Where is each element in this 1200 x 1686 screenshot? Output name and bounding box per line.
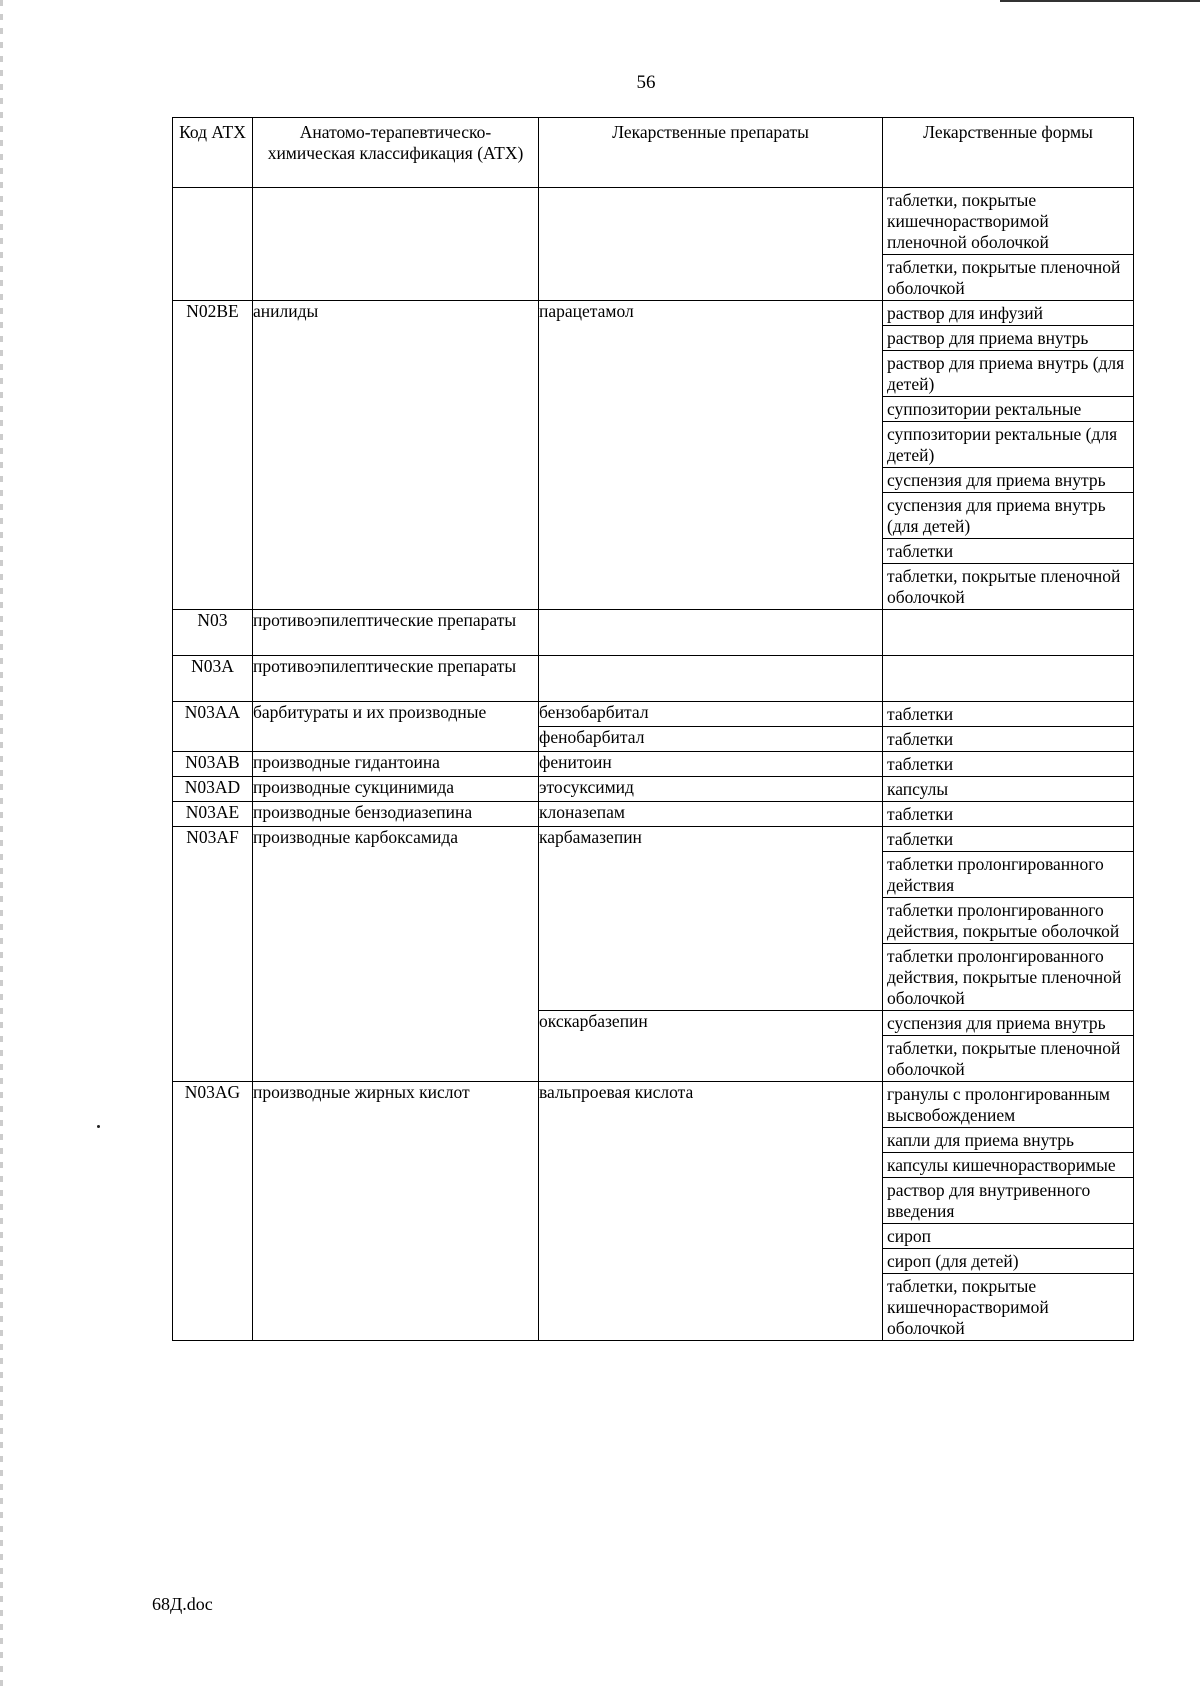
- dosage-forms-cell: [883, 827, 1134, 1011]
- drug-name-cell: карбамазепин: [539, 827, 883, 1011]
- dosage-form-item: суспензия для приема внутрь: [887, 1013, 1106, 1033]
- dosage-form-item: суппозитории ректальные (для детей): [883, 421, 1133, 467]
- table-row: [173, 1082, 1134, 1341]
- dosage-form-item: [883, 656, 1133, 701]
- drug-name-cell: фенитоин: [539, 752, 883, 777]
- dosage-form-item: суппозитории ректальные: [883, 396, 1133, 421]
- dosage-form-item: таблетки пролонгированного действия: [883, 851, 1133, 897]
- dosage-form-item: таблетки пролонгированного действия, покрытые пленочной оболочкой: [883, 943, 1133, 1010]
- dosage-form-item: таблетки: [887, 704, 954, 724]
- atc-class-cell: производные жирных кислот: [253, 1082, 539, 1341]
- header-classification: Анатомо-терапевтическо-химическая классификация (АТХ): [253, 118, 539, 188]
- atc-code-cell: [173, 188, 253, 301]
- drug-name-cell: парацетамол: [539, 301, 883, 610]
- drug-name-cell: окскарбазепин: [539, 1011, 883, 1082]
- dosage-form-item: таблетки: [887, 729, 954, 749]
- dosage-form-item: суспензия для приема внутрь (для детей): [883, 492, 1133, 538]
- table-row: [173, 827, 1134, 1011]
- dosage-forms-cell: [883, 702, 1134, 727]
- table-row: [173, 301, 1134, 610]
- dosage-form-item: капсулы кишечнорастворимые: [883, 1152, 1133, 1177]
- dosage-form-item: суспензия для приема внутрь: [883, 467, 1133, 492]
- atc-code-cell: N03AB: [173, 752, 253, 777]
- atc-class-cell: [253, 188, 539, 301]
- table-row: [173, 656, 1134, 702]
- table-header-row: [173, 118, 1134, 188]
- table-row: [173, 188, 1134, 301]
- dosage-form-item: капсулы: [887, 779, 949, 799]
- dosage-forms-cell: [883, 656, 1134, 702]
- dosage-forms-cell: [883, 188, 1134, 301]
- dosage-forms-cell: [883, 777, 1134, 802]
- atc-code-cell: N03AF: [173, 827, 253, 1082]
- dosage-form-item: таблетки, покрытые пленочной оболочкой: [883, 563, 1133, 609]
- page-number: 56: [636, 72, 656, 93]
- atc-code-cell: N03AE: [173, 802, 253, 827]
- atc-code-cell: N03A: [173, 656, 253, 702]
- drug-name-cell: вальпроевая кислота: [539, 1082, 883, 1341]
- dosage-forms-cell: [883, 1082, 1134, 1341]
- table-row: [173, 610, 1134, 656]
- atc-class-cell: противоэпилептические препараты: [253, 656, 539, 702]
- table-row: [173, 752, 1134, 777]
- dosage-forms-cell: [883, 727, 1134, 752]
- dosage-form-item: таблетки: [887, 754, 954, 774]
- table-row: [173, 777, 1134, 802]
- dosage-form-item: таблетки, покрытые кишечнорастворимой пленочной оболочкой: [887, 190, 1049, 252]
- dosage-form-item: раствор для внутривенного введения: [883, 1177, 1133, 1223]
- atc-class-cell: анилиды: [253, 301, 539, 610]
- atc-class-cell: производные карбоксамида: [253, 827, 539, 1082]
- drug-name-cell: [539, 188, 883, 301]
- drug-name-cell: клоназепам: [539, 802, 883, 827]
- dosage-forms-cell: [883, 1011, 1134, 1082]
- drug-name-cell: [539, 656, 883, 702]
- atc-code-cell: N03: [173, 610, 253, 656]
- atc-table: [172, 117, 1134, 1341]
- drug-name-cell: фенобарбитал: [539, 727, 883, 752]
- dosage-form-item: раствор для инфузий: [887, 303, 1044, 323]
- dosage-form-item: таблетки: [887, 829, 954, 849]
- dosage-form-item: таблетки, покрытые пленочной оболочкой: [883, 254, 1133, 300]
- dosage-forms-cell: [883, 610, 1134, 656]
- atc-class-cell: производные бензодиазепина: [253, 802, 539, 827]
- dosage-form-item: раствор для приема внутрь (для детей): [883, 350, 1133, 396]
- atc-code-cell: N03AG: [173, 1082, 253, 1341]
- header-code: Код АТХ: [173, 118, 253, 188]
- atc-code-cell: N03AD: [173, 777, 253, 802]
- dosage-form-item: раствор для приема внутрь: [883, 325, 1133, 350]
- dosage-form-item: гранулы с пролонгированным высвобождением: [887, 1084, 1110, 1125]
- scan-speck: [97, 1125, 100, 1128]
- atc-class-cell: противоэпилептические препараты: [253, 610, 539, 656]
- table-row: [173, 702, 1134, 727]
- dosage-form-item: капли для приема внутрь: [883, 1127, 1133, 1152]
- dosage-form-item: таблетки пролонгированного действия, покрытые оболочкой: [883, 897, 1133, 943]
- dosage-form-item: таблетки: [883, 538, 1133, 563]
- atc-code-cell: N02BE: [173, 301, 253, 610]
- top-rule: [1000, 0, 1200, 2]
- scan-edge: [0, 0, 3, 1686]
- dosage-forms-cell: [883, 802, 1134, 827]
- drug-name-cell: этосуксимид: [539, 777, 883, 802]
- atc-code-cell: N03AA: [173, 702, 253, 752]
- dosage-forms-cell: [883, 752, 1134, 777]
- dosage-form-item: сироп: [883, 1223, 1133, 1248]
- dosage-form-item: таблетки, покрытые пленочной оболочкой: [883, 1035, 1133, 1081]
- drug-name-cell: [539, 610, 883, 656]
- dosage-form-item: таблетки: [887, 804, 954, 824]
- atc-class-cell: производные сукцинимида: [253, 777, 539, 802]
- dosage-forms-cell: [883, 301, 1134, 610]
- atc-class-cell: производные гидантоина: [253, 752, 539, 777]
- dosage-form-item: [883, 610, 1133, 655]
- header-drugs: Лекарственные препараты: [539, 118, 883, 188]
- header-forms: Лекарственные формы: [883, 118, 1134, 188]
- footer-filename: 68Д.doc: [152, 1594, 213, 1614]
- dosage-form-item: сироп (для детей): [883, 1248, 1133, 1273]
- table-body: [173, 188, 1134, 1341]
- drug-name-cell: бензобарбитал: [539, 702, 883, 727]
- table-row: [173, 802, 1134, 827]
- dosage-form-item: таблетки, покрытые кишечнорастворимой оболочкой: [883, 1273, 1133, 1340]
- atc-class-cell: барбитураты и их производные: [253, 702, 539, 752]
